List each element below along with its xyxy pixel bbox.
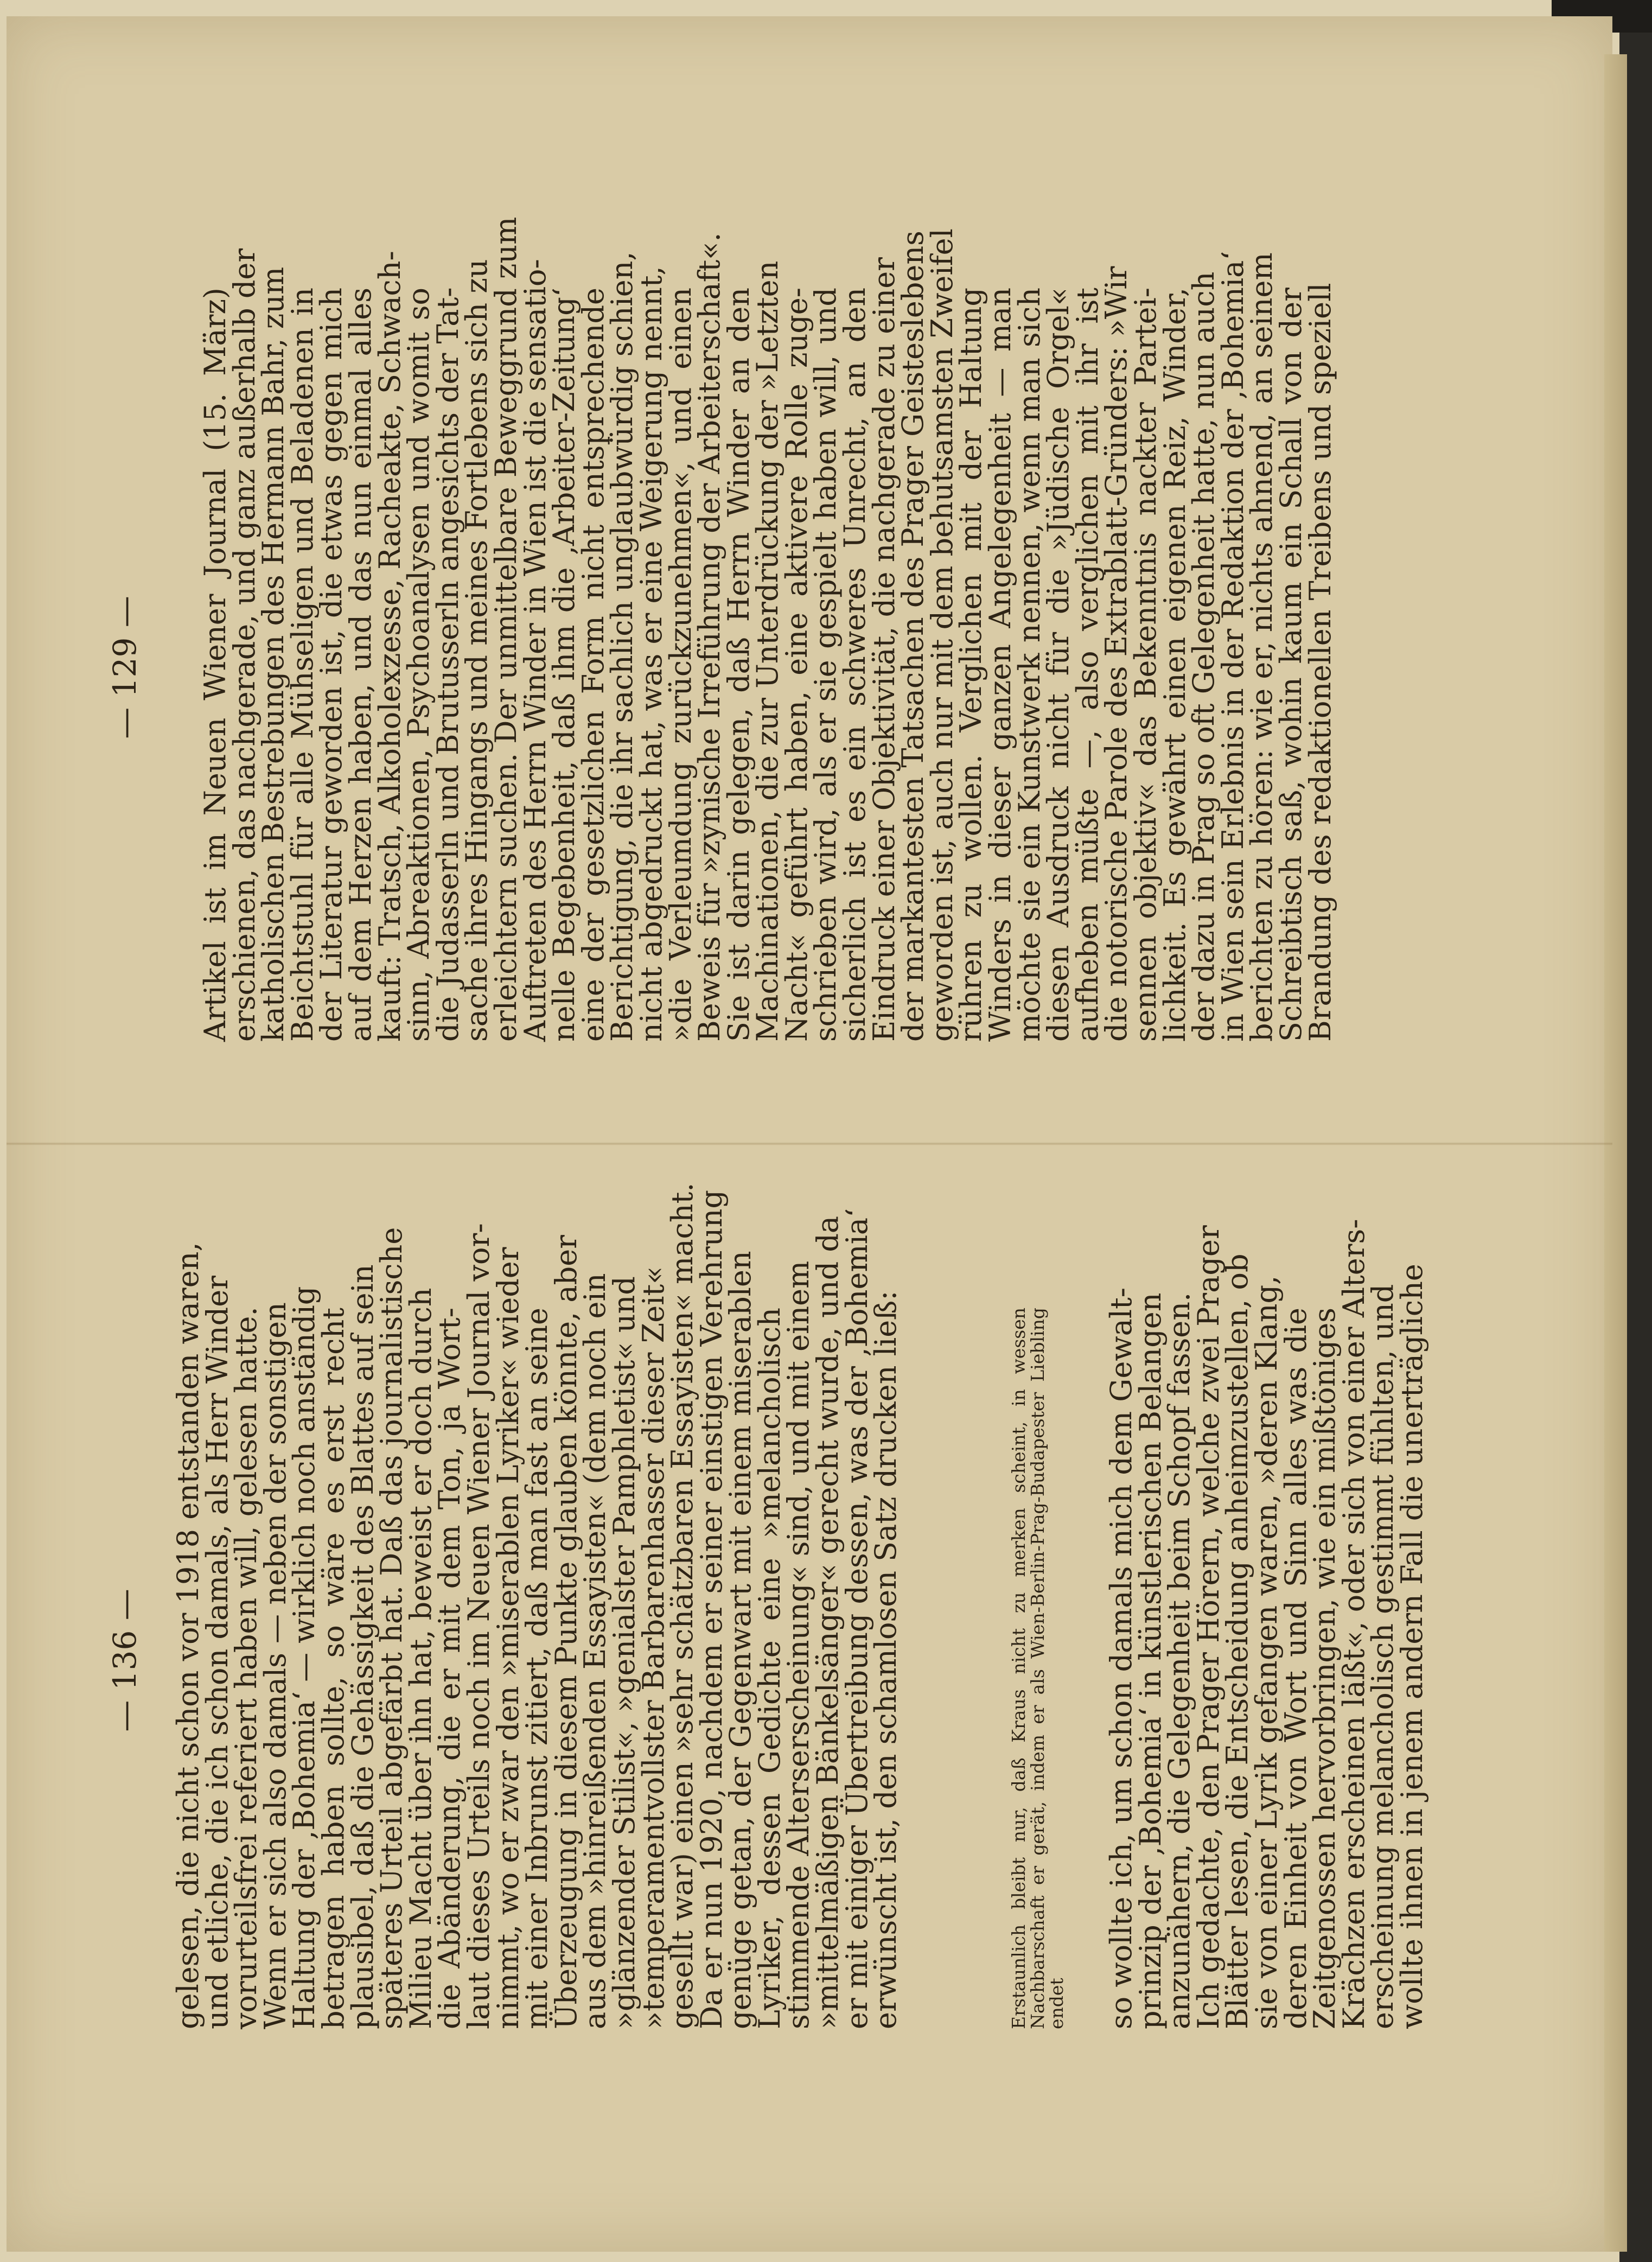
text-line: Artikel ist im Neuen Wiener Journal (15. März) [198, 288, 232, 1042]
text-line: Schreibtisch saß, wohin kaum ein Schall von der [1273, 288, 1308, 1042]
text-line: in Wien sein Erlebnis in der Redaktion der ‚Bohemia‘ [1215, 251, 1250, 1042]
text-line: sache ihres Hingangs und meines Fortlebens sich zu [460, 259, 494, 1042]
text-line: sinn, Abreaktionen, Psychoanalysen und womit so [401, 288, 436, 1042]
text-line: diesen Ausdruck nicht für die »Jüdische Orgel« [1041, 288, 1076, 1042]
text-line: plausibel, daß die Gehässigkeit des Blattes auf sein [345, 1264, 380, 2029]
text-line: erleichtern suchen. Der unmittelbare Beweggrund zum [488, 216, 523, 1042]
text-line: sie von einer Lyrik gefangen waren, »deren Klang, [1249, 1275, 1284, 2029]
text-line: katholischen Bestrebungen des Hermann Bahr, zum [256, 266, 291, 1042]
left-page-paragraph-2 [1104, 1219, 1429, 2029]
text-line: Beweis für »zynische Irreführung der Arbeiterschaft«. [692, 232, 727, 1042]
text-line: stimmende Alterserscheinung« sind, und mit einem [781, 1260, 816, 2029]
text-line: nicht abgedruckt hat, was er eine Weigerung nennt, [634, 266, 668, 1042]
text-line: kauft: Tratsch, Alkoholexzesse, Racheakte, Schwach- [372, 251, 407, 1042]
left-page-footnote [1009, 1308, 1066, 2029]
text-line: rühren zu wollen. Verglichen mit der Haltung [954, 288, 988, 1042]
text-line: Nacht« geführt haben, eine aktivere Rolle zuge- [779, 288, 814, 1042]
text-line: nimmt, wo er zwar den »miserablen Lyriker« wieder [490, 1247, 525, 2029]
text-line: anzunähern, die Gelegenheit beim Schopf fassen. [1162, 1292, 1197, 2029]
right-page-number: — 129 — [106, 596, 143, 739]
text-line: prinzip der ‚Bohemia‘ in künstlerischen Belangen [1133, 1292, 1168, 2029]
text-line: Wenn er sich also damals — neben der sonstigen [258, 1302, 292, 2029]
text-line: aufheben müßte —, also verglichen mit ihr ist [1070, 288, 1105, 1042]
right-page-paragraph [198, 216, 1337, 1042]
text-line: Sie ist darin gelegen, daß Herrn Winder an den [721, 288, 756, 1042]
text-line: so wollte ich, um schon damals mich dem Gewalt- [1104, 1287, 1138, 2029]
text-line: erschienen, das nachgerade, und ganz außerhalb der [227, 248, 261, 1042]
left-page-number: — 136 — [106, 1589, 143, 1732]
text-line: berichten zu hören: wie er, nichts ahnend, an seinem [1245, 252, 1279, 1042]
text-line: Machinationen, die zur Unterdrückung der »Letzten [750, 260, 785, 1042]
text-line: vorurteilsfrei referiert haben will, gelesen hatte. [229, 1307, 264, 2029]
text-line: eine der gesetzlichen Form nicht entsprechende [576, 288, 610, 1042]
text-line: Auftreten des Herrn Winder in Wien ist die sensatio- [518, 259, 552, 1042]
text-line: der markantesten Tatsachen des Prager Geisteslebens [896, 231, 930, 1042]
text-line: »glänzender Stilist«, »genialster Pamphletist« und [607, 1276, 641, 2029]
text-line: Eindruck einer Objektivität, die nachgerade zu einer [866, 257, 901, 1042]
text-line: aus dem »hinreißenden Essayisten« (dem noch ein [578, 1273, 613, 2029]
text-line: sennen objektiv« das Bekenntnis nackter Partei- [1128, 288, 1163, 1042]
text-line: Zeitgenossen hervorbringen, wie ein mißtöniges [1307, 1308, 1342, 2029]
text-line: gesellt war) einen »sehr schätzbaren Essayisten« macht. [665, 1182, 700, 2029]
text-line: Überzeugung in diesem Punkte glauben könnte, aber [548, 1235, 583, 2029]
center-fold [7, 1142, 1612, 1145]
text-line: mit einer Inbrunst zitiert, daß man fast an seine [520, 1308, 554, 2029]
footnote-line: endet [1046, 1978, 1067, 2029]
text-line: die Abänderung, die er mit dem Ton, ja Wort- [432, 1308, 467, 2029]
text-line: »mittelmäßigen Bänkelsänger« gerecht wurde, und da [811, 1215, 845, 2029]
text-line: Haltung der ‚Bohemia‘ — wirklich noch anständig [287, 1286, 322, 2029]
text-line: möchte sie ein Kunstwerk nennen, wenn man sich [1012, 288, 1047, 1042]
text-line: wollte ihnen in jenem andern Fall die unerträgliche [1394, 1264, 1429, 2029]
footnote-line: Erstaunlich bleibt nur, daß Kraus nicht zu merken scheint, in wessen [1008, 1308, 1029, 2029]
text-line: Blätter lesen, die Entscheidung anheimzustellen, ob [1220, 1253, 1255, 2029]
page-edge [1604, 54, 1627, 2252]
text-line: auf dem Herzen haben, und das nun einmal alles [343, 288, 378, 1042]
text-line: Da er nun 1920, nachdem er seiner einstigen Verehrung [694, 1190, 729, 2029]
text-line: deren Einheit von Wort und Sinn alles was die [1278, 1308, 1313, 2029]
left-page-paragraph-1 [171, 1182, 903, 2029]
text-line: »temperamentvollster Barbarenhasser dieser Zeit« [636, 1266, 671, 2029]
text-line: betragen haben sollte, so wäre es erst recht [316, 1308, 350, 2029]
text-line: laut dieses Urteils noch im Neuen Wiener Journal vor- [461, 1223, 496, 2029]
text-line: und etliche, die ich schon damals, als Herr Winder [200, 1276, 234, 2029]
text-line: Brandung des redaktionellen Treibens und speziell [1303, 283, 1337, 1042]
text-line: nelle Begebenheit, daß ihm die ‚Arbeiter-Zeitung‘ [547, 288, 582, 1042]
text-line: er mit einiger Übertreibung dessen, was der ‚Bohemia‘ [839, 1208, 874, 2029]
text-line: Berichtigung, die ihr sachlich unglaubwürdig schien, [605, 251, 640, 1042]
text-line: erscheinung melancholisch gestimmt fühlten, und [1366, 1284, 1400, 2029]
text-line: »die Verleumdung zurückzunehmen«, und einen [663, 288, 698, 1042]
text-line: der dazu in Prag so oft Gelegenheit hatte, nun auch [1187, 271, 1221, 1042]
text-line: sicherlich ist es ein schweres Unrecht, an den [838, 288, 872, 1042]
text-line: lichkeit. Es gewährt einen eigenen Reiz, Winder, [1157, 288, 1192, 1042]
text-line: Lyriker, dessen Gedichte eine »melancholisch [752, 1308, 787, 2029]
text-line: Beichtstuhl für alle Mühseligen und Beladenen in [285, 288, 320, 1042]
text-line: genüge getan, der Gegenwart mit einem miserablen [723, 1251, 758, 2029]
text-line: schrieben wird, als er sie gespielt haben will, und [808, 288, 843, 1042]
text-line: Winders in dieser ganzen Angelegenheit — man [983, 288, 1018, 1042]
text-line: die Judasserln und Brutusserln angesichts der Tat- [430, 287, 465, 1042]
text-line: die notorische Parole des Extrablatt-Gründers: »Wir [1099, 266, 1134, 1042]
text-line: späteres Urteil abgefärbt hat. Daß das journalistische [374, 1227, 409, 2029]
footnote-line: Nachbarschaft er gerät, indem er als Wien-Berlin-Prag-Budapester Liebling [1027, 1308, 1048, 2029]
text-line: Milieu Macht über ihn hat, beweist er doch durch [403, 1288, 438, 2029]
text-line: erwünscht ist, den schamlosen Satz drucken ließ: [869, 1290, 903, 2029]
text-line: der Literatur geworden ist, die etwas gegen mich [314, 288, 349, 1042]
text-line: Krächzen erscheinen läßt«, oder sich von einer Alters- [1336, 1219, 1371, 2029]
text-line: gelesen, die nicht schon vor 1918 entstanden waren, [171, 1242, 205, 2029]
text-line: geworden ist, auch nur mit dem behutsamsten Zweifel [924, 228, 959, 1042]
text-line: Ich gedachte, den Prager Hörern, welche zwei Prager [1191, 1225, 1226, 2029]
